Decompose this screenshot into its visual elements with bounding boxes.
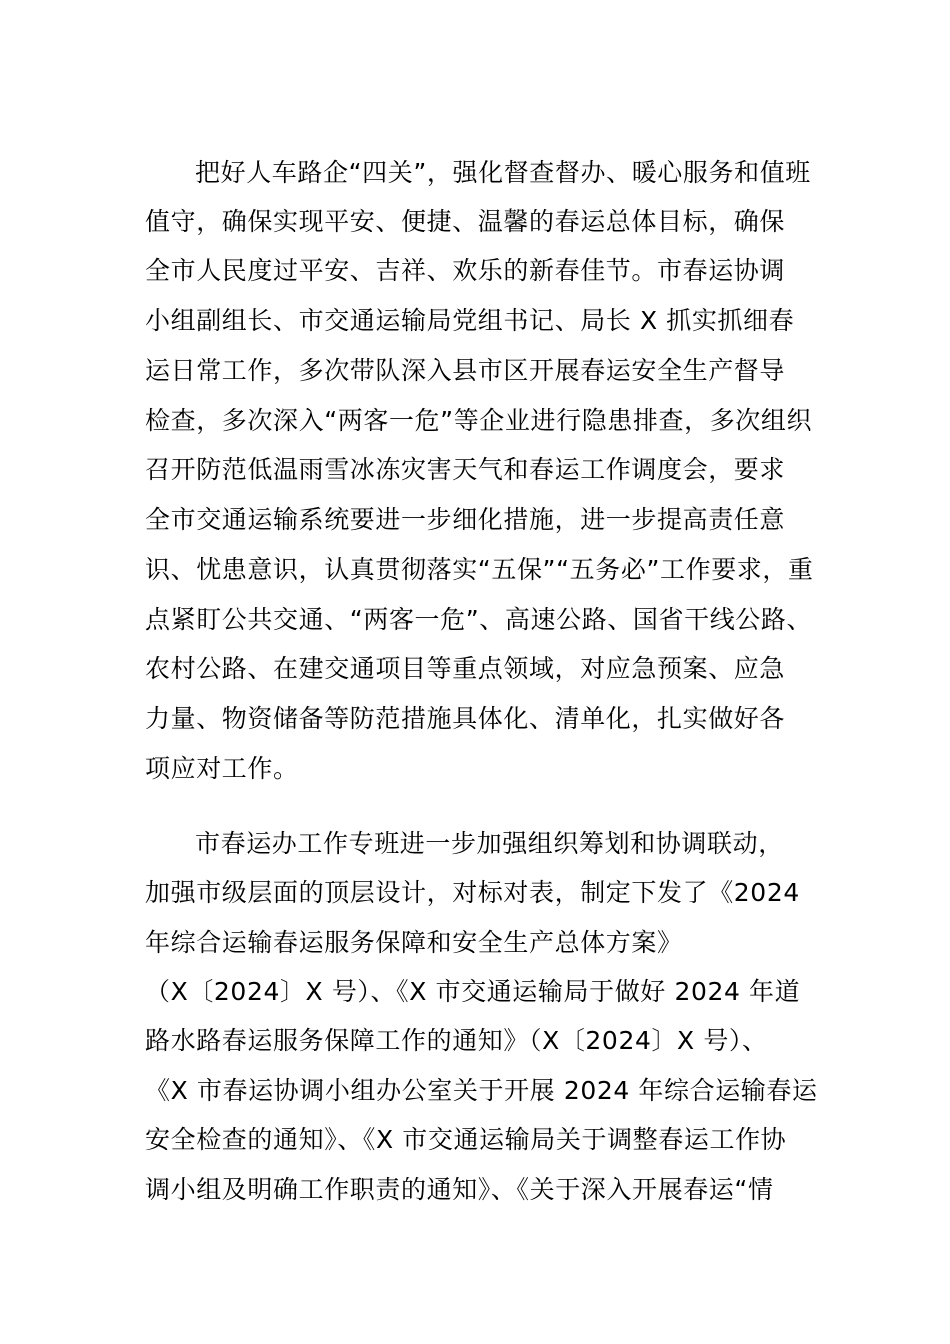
text-line: 把好人车路企“四关”，强化督查督办、暖心服务和值班 [195,158,811,187]
text-line: 小组副组长、市交通运输局党组书记、局长 X 抓实抓细春 [145,306,795,335]
text-line: 识、忧患意识，认真贯彻落实“五保”“五务必”工作要求，重 [145,555,814,584]
text-line: 安全检查的通知》、《X 市交通运输局关于调整春运工作协 [145,1125,787,1154]
text-line: （X〔2024〕X 号）、《X 市交通运输局于做好 2024 年道 [145,977,801,1006]
text-line: 全市人民度过平安、吉祥、欢乐的新春佳节。市春运协调 [145,256,786,285]
text-line: 召开防范低温雨雪冰冻灾害天气和春运工作调度会，要求 [145,455,786,484]
text-line: 农村公路、在建交通项目等重点领域，对应急预案、应急 [145,654,786,683]
text-line: 值守，确保实现平安、便捷、温馨的春运总体目标，确保 [145,207,786,236]
text-line: 调小组及明确工作职责的通知》、《关于深入开展春运“情 [145,1175,774,1204]
text-line: 运日常工作，多次带队深入县市区开展春运安全生产督导 [145,356,786,385]
text-line: 力量、物资储备等防范措施具体化、清单化，扎实做好各 [145,704,786,733]
text-line: 项应对工作。 [145,754,299,783]
text-line: 加强市级层面的顶层设计，对标对表，制定下发了《2024 [145,878,800,907]
text-line: 年综合运输春运服务保障和安全生产总体方案》 [145,928,683,957]
text-line: 市春运办工作专班进一步加强组织筹划和协调联动， [195,829,784,858]
text-line: 路水路春运服务保障工作的通知》（X〔2024〕X 号）、 [145,1026,768,1055]
text-line: 点紧盯公共交通、“两客一危”、高速公路、国省干线公路、 [145,605,813,634]
text-line: 《X 市春运协调小组办公室关于开展 2024 年综合运输春运 [145,1076,818,1105]
text-line: 全市交通运输系统要进一步细化措施，进一步提高责任意 [145,505,786,534]
text-line: 检查，多次深入“两客一危”等企业进行隐患排查，多次组织 [145,406,813,435]
